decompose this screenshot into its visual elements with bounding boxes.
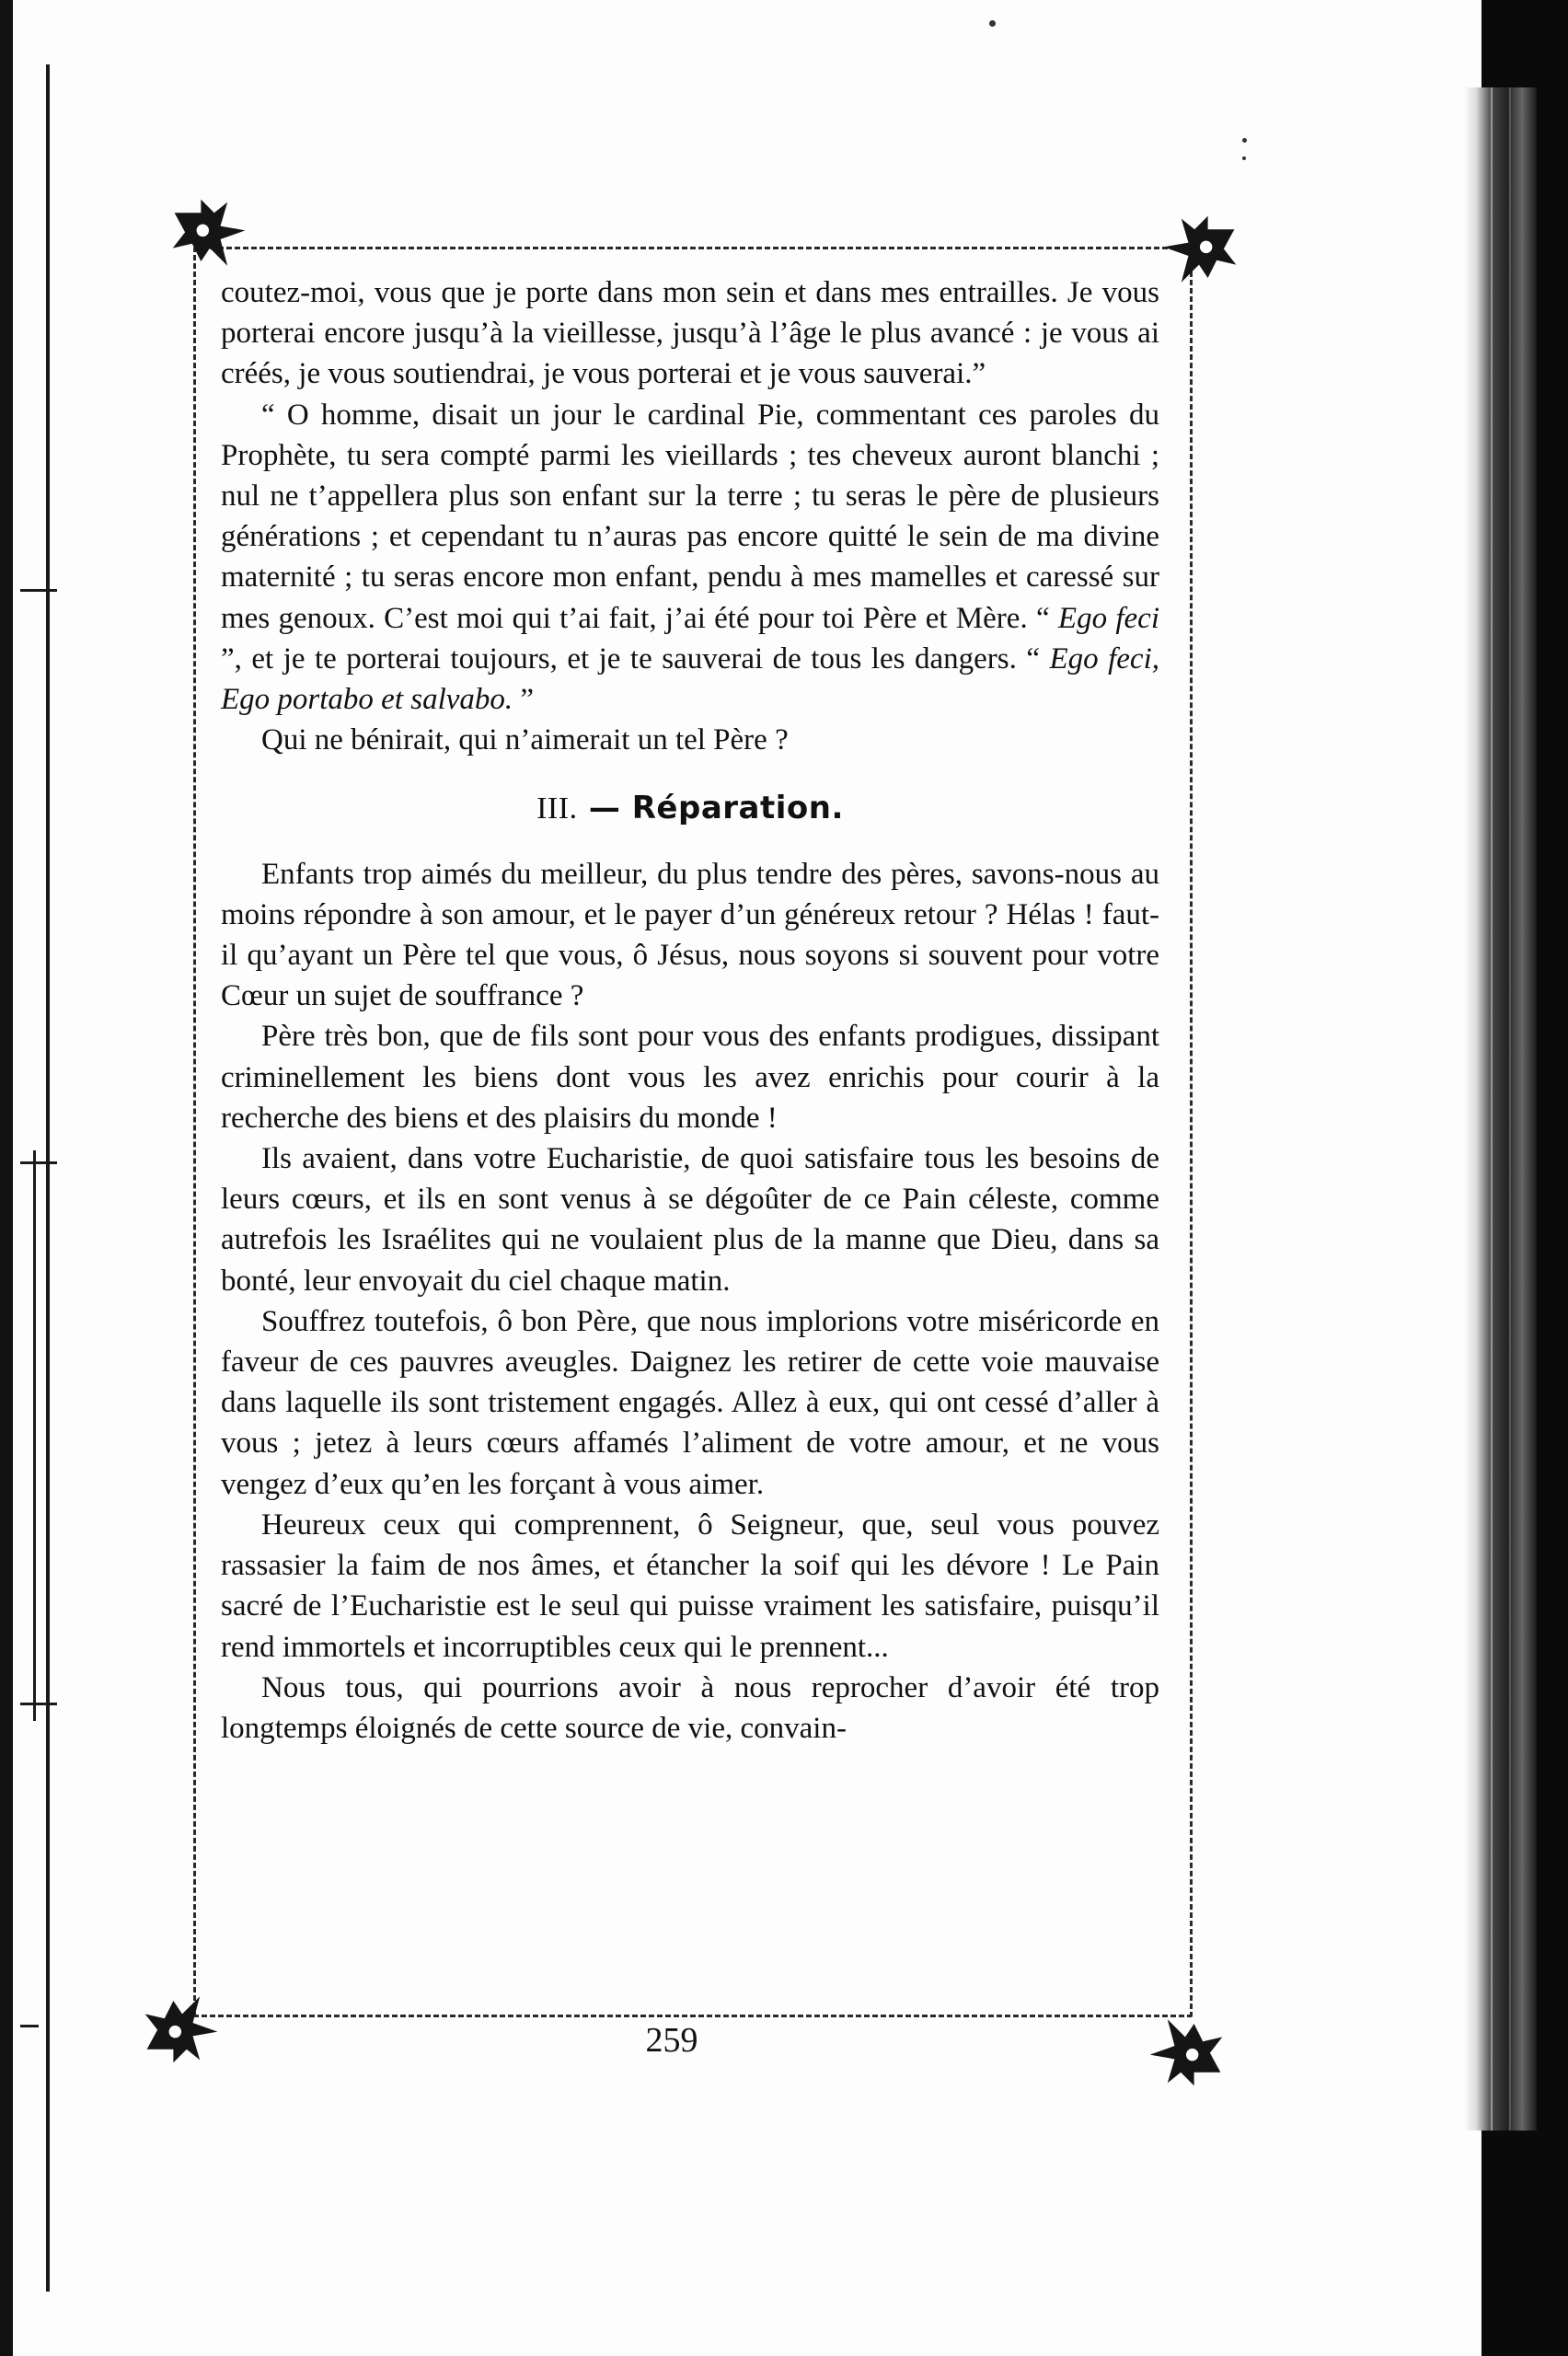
- book-fore-edge: [1463, 87, 1537, 2131]
- paragraph: Heureux ceux qui comprennent, ô Seigneur, que, seul vous pouvez rassasier la faim de nos âmes, et étancher la soif qui les dévore ! Le Pain sacré de l’Eucharistie est le seul qui puisse vraiment les satisfaire, puisqu’il rend immortels et incorruptibles ceux qui le prennent...: [221, 1507, 1159, 1664]
- paper-speck: [1242, 138, 1247, 143]
- fleuron-ornament-icon: [166, 195, 254, 283]
- latin-quote: Ego feci: [1057, 601, 1159, 635]
- paragraph: Nous tous, qui pourrions avoir à nous reprocher d’avoir été trop longtemps éloignés de cette source de vie, convain-: [221, 1670, 1159, 1745]
- paper-speck: [989, 20, 996, 27]
- spine-tick: [20, 1703, 57, 1705]
- section-heading: III. — Réparation.: [536, 790, 844, 827]
- paragraph: “ O homme, disait un jour le cardinal Pie, commentant ces paroles du Prophète, tu sera compté parmi les vieillards ; tes cheveux auront blanchi ; nul ne t’appellera plus son enfant sur la terre ; tu seras le père de plusieurs générations ; et cependant tu n’auras pas encore quitté le sein de ma divine maternité ; tu seras encore mon enfant, pendu à mes mamelles et caressé sur mes genoux. C’est moi qui t’ai fait, j’ai été pour toi Père et Mère. “ Ego feci ”, et je te porterai toujours, et je te sauverai de tous les dangers. “ Ego feci, Ego portabo et salvabo. ”: [221, 398, 1159, 717]
- page-number: 259: [645, 2021, 698, 2060]
- spine-line: [46, 64, 50, 2292]
- latin-quote: Ego feci, Ego portabo et salvabo.: [221, 641, 1159, 717]
- fore-edge-line: [1491, 87, 1493, 2131]
- fore-edge-line: [1509, 87, 1511, 2131]
- paragraph: Ils avaient, dans votre Eucharistie, de quoi satisfaire tous les besoins de leurs cœurs, et ils en sont venus à se dégoûter de ce Pain céleste, comme autrefois les Israélites qui ne voulaient plus de la manne que Dieu, dans sa bonté, leur envoyait du ciel chaque matin.: [221, 1142, 1159, 1298]
- paper-speck: [1242, 156, 1246, 160]
- paragraph: Père très bon, que de fils sont pour vous des enfants prodigues, dissipant criminellement les biens dont vous les avez enrichis pour courir à la recherche des biens et des plaisirs du monde !: [221, 1020, 1159, 1135]
- spine-tick: [20, 1161, 57, 1164]
- fleuron-ornament-icon: [1155, 212, 1243, 300]
- body-text: [221, 272, 1159, 1749]
- spine-tick: [20, 589, 57, 592]
- paragraph: Souffrez toutefois, ô bon Père, que nous implorions votre miséricorde en faveur de ces pauvres aveugles. Daignez les retirer de cette voie mauvaise dans laquelle ils sont tristement engagés. Allez à eux, qui ont cessé d’aller à vous ; jetez à leurs cœurs affamés l’aliment de votre amour, et ne vous vengez d’eux qu’en les forçant à vous aimer.: [221, 1304, 1159, 1501]
- book-left-edge: [0, 0, 13, 2356]
- spine-line-secondary: [33, 1150, 36, 1721]
- paragraph: Enfants trop aimés du meilleur, du plus tendre des pères, savons-nous au moins répondre à son amour, et le payer d’un généreux retour ? Hélas ! faut-il qu’ayant un Père tel que vous, ô Jésus, nous soyons si souvent pour votre Cœur un sujet de souffrance ?: [221, 857, 1159, 1013]
- paragraph: coutez-moi, vous que je porte dans mon sein et dans mes entrailles. Je vous porterai encore jusqu’à la vieillesse, jusqu’à l’âge le plus avancé : je vous ai créés, je vous soutiendrai, je vous porterai et je vous sauverai.”: [221, 276, 1159, 391]
- paragraph: Qui ne bénirait, qui n’aimerait un tel Père ?: [261, 723, 789, 757]
